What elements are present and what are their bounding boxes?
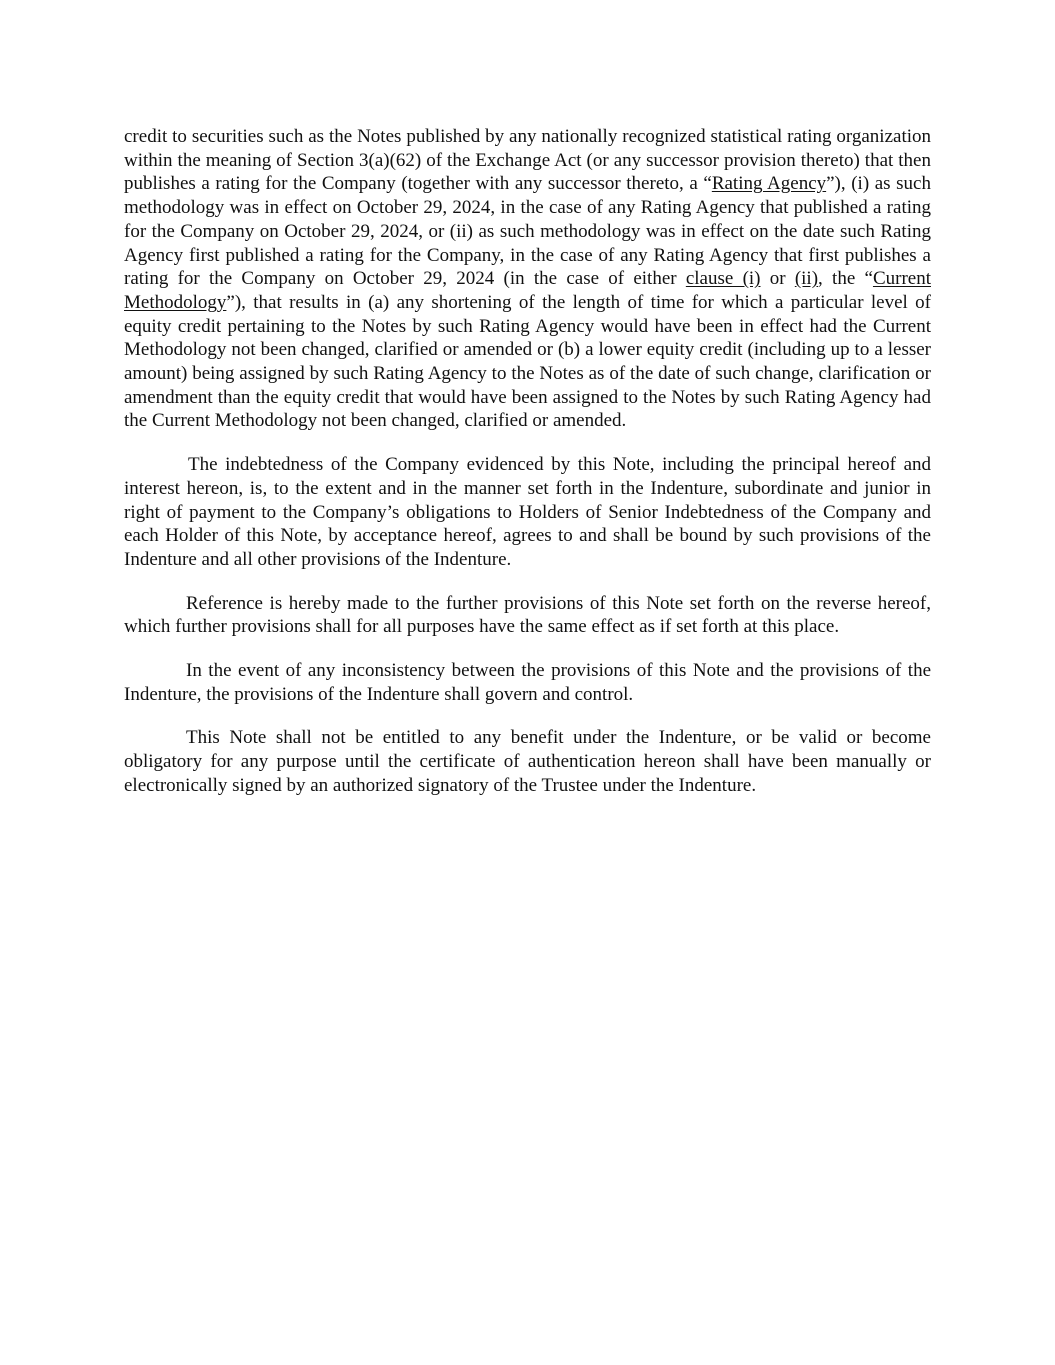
current-methodology-term: Current Methodology: [124, 268, 931, 313]
para1-text-5: ”), that results in (a) any shortening of the length of time for which a particular level of equity credit pertaining to the Notes by such Rating Agency would have been in effect had the Current Methodology not been changed, clarified or amended or (b) a lower equity credit (including up to a lesser amount) being assigned by such Rating Agency to the Notes as of the date of such change, clarification or amendment than the equity credit that would have been assigned to the Notes by such Rating Agency had the Current Methodology not been changed, clarified or amended.: [124, 291, 931, 432]
para1-text-2: ”), (i) as such methodology was in effect on October 29, 2024, in the case of any Rating Agency that published a rating for the Company on October 29, 2024, or (ii) as such methodology was in effect on the date such Rating Agency first published a rating for the Company, in the case of any Rating Agency that first publishes a rating for the Company on October 29, 2024 (in the case of either: [124, 173, 931, 290]
para1-text-4: , the “: [818, 268, 873, 290]
rating-agency-term: Rating Agency: [711, 173, 827, 195]
document-page: [124, 125, 931, 818]
paragraph-rating-agency-definition: [124, 125, 931, 433]
para1-text-3: or: [760, 268, 795, 290]
paragraph-subordination: The indebtedness of the Company evidenced by this Note, including the principal hereof and interest hereon, is, to the extent and in the manner set forth in the Indenture, subordinate and junior in right of payment to the Company’s obligations to Holders of Senior Indebtedness of the Company and each Holder of this Note, by acceptance hereof, agrees to and shall be bound by such provisions of the Indenture and all other provisions of the Indenture.: [124, 454, 931, 570]
clause-i-reference: clause (i): [685, 268, 761, 290]
clause-ii-reference: (ii): [794, 268, 819, 290]
para1-text-1: credit to securities such as the Notes published by any nationally recognized statistical rating organization within the meaning of Section 3(a)(62) of the Exchange Act (or any successor provision thereto) that then publishes a rating for the Company (together with any successor thereto, a “: [124, 126, 931, 195]
paragraph-reference-reverse: Reference is hereby made to the further provisions of this Note set forth on the reverse hereof, which further provisions shall for all purposes have the same effect as if set forth at this place.: [124, 592, 931, 638]
paragraph-inconsistency: In the event of any inconsistency between the provisions of this Note and the provisions of the Indenture, the provisions of the Indenture shall govern and control.: [124, 660, 931, 705]
paragraph-authentication: This Note shall not be entitled to any benefit under the Indenture, or be valid or become obligatory for any purpose until the certificate of authentication hereon shall have been manually or electronically signed by an authorized signatory of the Trustee under the Indenture.: [124, 727, 931, 796]
